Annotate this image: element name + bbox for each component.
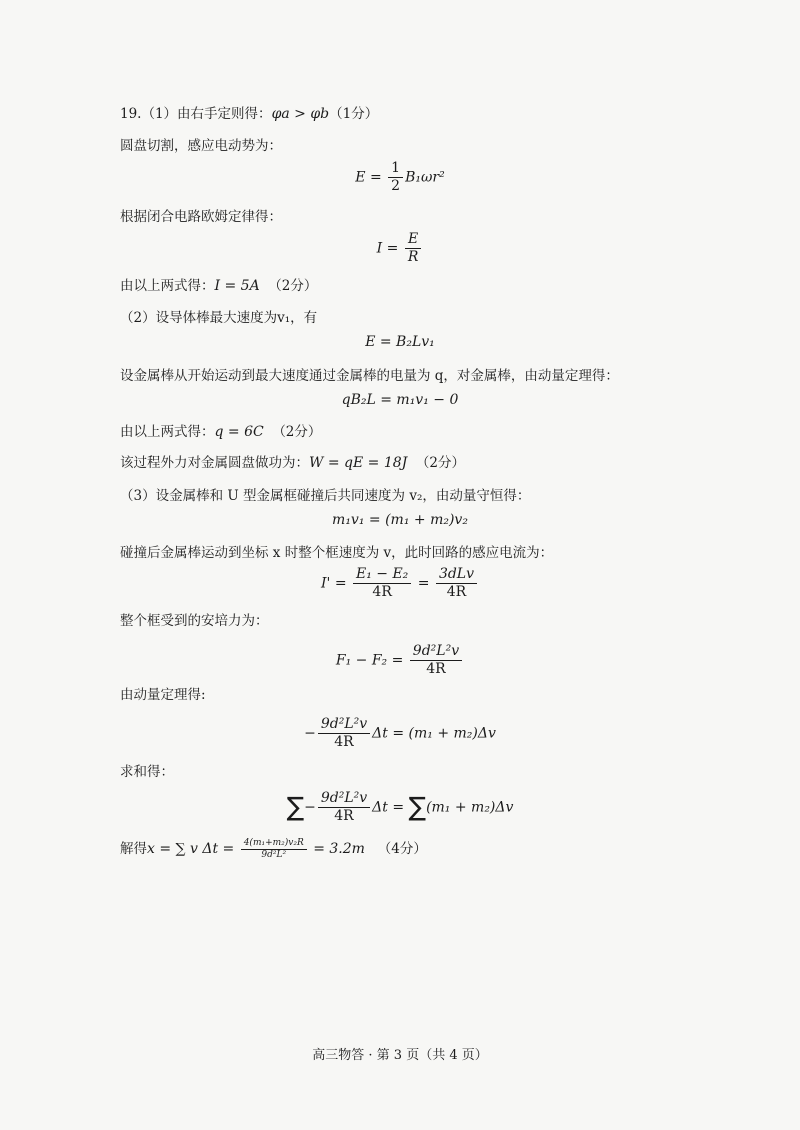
- work-result-text: 该过程外力对金属圆盘做功为：: [120, 455, 309, 471]
- eq7-num: 9d²L²v: [410, 643, 462, 661]
- final-result-text: 解得: [120, 841, 147, 857]
- eq8-fraction: [318, 716, 370, 751]
- page-footer: 高三物答 · 第 3 页（共 4 页）: [312, 1048, 488, 1063]
- eq6-num1: E₁ − E₂: [353, 566, 411, 584]
- equation-momentum-conservation: m₁v₁ = (m₁ + m₂)v₂: [332, 512, 468, 528]
- eq7-fraction: [410, 643, 462, 678]
- sum-symbol-right: ∑: [408, 792, 427, 823]
- charge-result-eq: q = 6C: [214, 424, 264, 440]
- part1-title: 19.（1）由右手定则得：: [120, 106, 272, 122]
- eq2-lhs: I =: [376, 240, 403, 257]
- current-intro: 碰撞后金属棒运动到坐标 x 时整个框速度为 v，此时回路的感应电流为：: [120, 545, 554, 561]
- sum-symbol-left: ∑: [286, 792, 305, 823]
- eq2-den: R: [407, 249, 419, 265]
- eq1-fraction: [388, 160, 403, 195]
- equation-ampere-force: [0, 643, 800, 678]
- eq6-num2: 3dLv: [436, 566, 477, 584]
- force-intro: 整个框受到的安培力为：: [120, 613, 269, 629]
- eq1-num: 1: [388, 160, 403, 178]
- impulse-intro: 由动量定理得:: [120, 687, 206, 703]
- part3-heading: （3）设金属棒和 U 型金属框碰撞后共同速度为 v₂，由动量守恒得：: [120, 488, 531, 504]
- eq7-lhs: F₁ − F₂ =: [335, 652, 408, 669]
- ohm-intro: 根据闭合电路欧姆定律得：: [120, 209, 282, 225]
- equation-impulse: [0, 716, 800, 751]
- eq6-fraction-1: [353, 566, 411, 601]
- charge-result: [120, 422, 321, 442]
- eq6-fraction-2: [436, 566, 477, 601]
- eq1-den: 2: [391, 178, 401, 194]
- eq9-num: 9d²L²v: [318, 790, 370, 808]
- equation-max-speed: E = B₂Lv₁: [365, 334, 435, 350]
- eq9-fraction: [318, 790, 370, 825]
- current-result-eq: I = 5A: [214, 278, 260, 294]
- momentum-intro: 设金属棒从开始运动到最大速度通过金属棒的电量为 q，对金属棒，由动量定理得：: [120, 368, 619, 384]
- charge-result-score: （2分）: [272, 424, 322, 440]
- final-result: [120, 838, 427, 861]
- part1-heading: [120, 104, 378, 124]
- final-result-den: 9d²L²: [261, 850, 287, 860]
- charge-result-text: 由以上两式得：: [120, 424, 215, 440]
- work-result: [120, 453, 465, 473]
- equation-summation: [0, 790, 800, 825]
- eq8-rhs: Δt = (m₁ + m₂)Δv: [372, 725, 496, 742]
- eq9-mid: Δt =: [372, 799, 409, 816]
- eq9-rhs: (m₁ + m₂)Δv: [426, 799, 514, 816]
- eq9-den: 4R: [334, 808, 354, 824]
- final-result-num: 4(m₁+m₂)v₂R: [241, 838, 307, 850]
- eq8-den: 4R: [334, 734, 354, 750]
- potential-relation: φa > φb: [271, 106, 330, 122]
- work-result-score: （2分）: [415, 455, 465, 471]
- eq8-minus: −: [304, 725, 316, 742]
- final-result-lhs: x = ∑ v Δt =: [147, 841, 239, 857]
- eq6-lhs: I' =: [320, 575, 351, 592]
- equation-induced-current: [0, 566, 800, 601]
- sum-intro: 求和得：: [120, 764, 174, 780]
- part2-heading: （2）设导体棒最大速度为v₁，有: [120, 310, 318, 326]
- eq1-rhs: B₁ωr²: [405, 169, 445, 186]
- final-result-fraction: [241, 838, 307, 861]
- current-result-score: （2分）: [268, 278, 318, 294]
- eq9-minus: −: [304, 799, 316, 816]
- eq6-den1: 4R: [372, 584, 392, 600]
- equation-emf: [0, 160, 800, 195]
- eq7-den: 4R: [426, 661, 446, 677]
- eq2-fraction: [405, 231, 422, 266]
- eq6-mid: =: [413, 575, 434, 592]
- emf-intro: 圆盘切割，感应电动势为：: [120, 138, 282, 154]
- part1-score: （1分）: [329, 106, 379, 122]
- equation-momentum: qB₂L = m₁v₁ − 0: [341, 392, 459, 408]
- final-result-score: （4分）: [377, 841, 427, 857]
- eq2-num: E: [405, 231, 422, 249]
- current-result: [120, 276, 317, 296]
- eq1-lhs: E =: [355, 169, 387, 186]
- current-result-text: 由以上两式得：: [120, 278, 215, 294]
- final-result-rhs: = 3.2m: [308, 841, 365, 857]
- eq6-den2: 4R: [446, 584, 467, 600]
- equation-ohm: [0, 231, 800, 266]
- work-result-eq: W = qE = 18J: [309, 455, 408, 471]
- eq8-num: 9d²L²v: [318, 716, 370, 734]
